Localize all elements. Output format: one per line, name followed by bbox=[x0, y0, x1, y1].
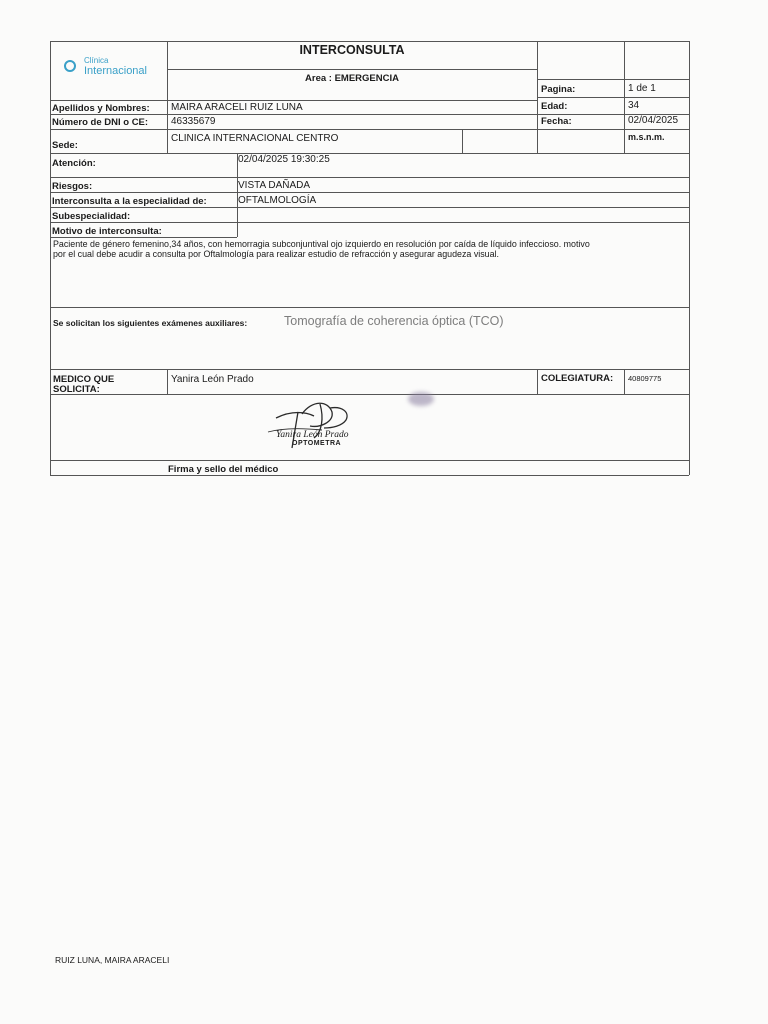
firma-label: Firma y sello del médico bbox=[168, 464, 279, 475]
colegiatura-label: COLEGIATURA: bbox=[541, 373, 614, 384]
clinic-logo bbox=[62, 56, 162, 80]
msnm-label: m.s.n.m. bbox=[628, 132, 665, 142]
edad-value: 34 bbox=[628, 100, 640, 111]
doctor-label-line-2: SOLICITA: bbox=[53, 384, 100, 395]
especialidad-label: Interconsulta a la especialidad de: bbox=[52, 196, 207, 207]
exams-label: Se solicitan los siguientes exámenes auxiliares: bbox=[53, 318, 248, 328]
motivo-line-1: Paciente de género femenino,34 años, con hemorragia subconjuntival ojo izquierdo en resolución por caída de líquido infeccioso. motivo bbox=[53, 239, 590, 249]
doctor-name: Yanira León Prado bbox=[171, 374, 254, 385]
dni-value: 46335679 bbox=[171, 116, 216, 127]
pagina-label: Pagina: bbox=[541, 84, 576, 95]
colegiatura-value: 40809775 bbox=[628, 374, 662, 383]
name-value: MAIRA ARACELI RUIZ LUNA bbox=[171, 102, 303, 113]
riesgos-label: Riesgos: bbox=[52, 181, 93, 192]
doctor-label-line-1: MEDICO QUE bbox=[53, 374, 115, 385]
motivo-line-2: por el cual debe acudir a consulta por Oftalmología para realizar estudio de refracción y asegurar agudeza visual. bbox=[53, 249, 499, 259]
sede-label: Sede: bbox=[52, 140, 78, 151]
logo-text-clinica: Clínica bbox=[84, 56, 109, 65]
riesgos-value: VISTA DAÑADA bbox=[238, 180, 311, 191]
motivo-label: Motivo de interconsulta: bbox=[52, 226, 162, 237]
edad-label: Edad: bbox=[541, 101, 568, 112]
footer-patient-name: RUIZ LUNA, MAIRA ARACELI bbox=[55, 955, 170, 965]
name-label: Apellidos y Nombres: bbox=[52, 103, 150, 114]
fecha-value: 02/04/2025 bbox=[628, 115, 679, 126]
exams-value: Tomografía de coherencia óptica (TCO) bbox=[284, 314, 504, 328]
atencion-value: 02/04/2025 19:30:25 bbox=[238, 154, 330, 165]
subespecialidad-label: Subespecialidad: bbox=[52, 211, 131, 222]
especialidad-value: OFTALMOLOGÍA bbox=[238, 195, 317, 206]
form-title: INTERCONSULTA bbox=[299, 43, 405, 57]
stamp-name: Yanira León Prado bbox=[276, 430, 349, 440]
sede-value: CLINICA INTERNACIONAL CENTRO bbox=[171, 133, 339, 144]
ink-smudge bbox=[408, 392, 434, 406]
fecha-label: Fecha: bbox=[541, 116, 572, 127]
stamp-title: OPTOMETRA bbox=[292, 440, 342, 447]
logo-icon bbox=[64, 60, 76, 72]
dni-label: Número de DNI o CE: bbox=[52, 117, 149, 128]
pagina-value: 1 de 1 bbox=[628, 83, 656, 94]
atencion-label: Atención: bbox=[52, 158, 96, 169]
area-label: Area : EMERGENCIA bbox=[305, 73, 399, 84]
logo-text-internacional: Internacional bbox=[84, 65, 147, 77]
